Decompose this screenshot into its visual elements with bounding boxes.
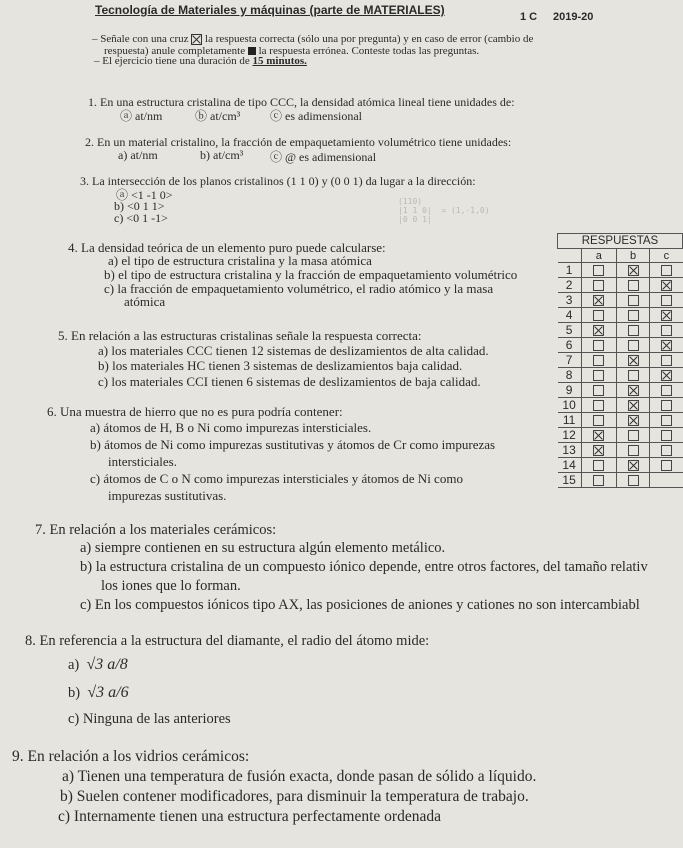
empty-box-icon[interactable]	[661, 430, 672, 441]
answer-row-number: 8	[558, 368, 582, 383]
question-9: 9. En relación a los vidrios cerámicos:	[12, 748, 250, 765]
question-4: 4. La densidad teórica de un elemento puro puede calcularse:	[68, 240, 386, 255]
answer-row	[558, 293, 683, 308]
answer-row-number: 13	[558, 443, 582, 458]
q8-option-b: b) √3 a/6	[68, 684, 129, 701]
q4-option-a: a) el tipo de estructura cristalina y la masa atómica	[108, 253, 372, 268]
answer-row	[558, 323, 683, 338]
empty-box-icon[interactable]	[593, 370, 604, 381]
checked-box-icon[interactable]	[593, 430, 604, 441]
q6-option-b-cont: intersticiales.	[108, 454, 177, 469]
answer-row	[558, 383, 683, 398]
answer-row-number: 12	[558, 428, 582, 443]
q3-option-b: b) <0 1 1>	[114, 199, 165, 213]
handwritten-scribble: (110) |1 1 0| = (1,-1,0) |0 0 1|	[398, 197, 490, 224]
q5-option-b: b) los materiales HC tienen 3 sistemas de deslizamientos baja calidad.	[98, 358, 463, 373]
exam-title: Tecnología de Materiales y máquinas (parte de MATERIALES)	[95, 3, 445, 17]
answer-row-number: 14	[558, 458, 582, 473]
answer-row-number: 15	[558, 473, 582, 488]
q5-option-c: c) los materiales CCI tienen 6 sistemas de deslizamientos de baja calidad.	[98, 374, 481, 389]
answer-row-number: 10	[558, 398, 582, 413]
col-c-header: c	[650, 249, 683, 263]
answer-row-number: 5	[558, 323, 582, 338]
checked-box-icon[interactable]	[661, 310, 672, 321]
answer-row	[558, 338, 683, 353]
checked-box-icon[interactable]	[593, 445, 604, 456]
checked-box-icon[interactable]	[628, 385, 639, 396]
q8-option-c: c) Ninguna de las anteriores	[68, 711, 231, 727]
checked-box-icon[interactable]	[628, 460, 639, 471]
q4-option-c-cont: atómica	[124, 294, 166, 309]
q6-option-b: b) átomos de Ni como impurezas sustitutivas y átomos de Cr como impurezas	[90, 437, 496, 452]
answer-row-number: 3	[558, 293, 582, 308]
q1-option-a: ⓐ at/nm	[120, 109, 163, 123]
instruction-line-2: respuesta) anule completamente la respuesta errónea. Conteste todas las preguntas.	[104, 45, 480, 57]
empty-box-icon[interactable]	[628, 445, 639, 456]
empty-box-icon[interactable]	[661, 295, 672, 306]
empty-box-icon[interactable]	[661, 355, 672, 366]
empty-box-icon[interactable]	[593, 415, 604, 426]
col-b-header: b	[616, 249, 649, 263]
answer-row	[558, 308, 683, 323]
answer-row	[558, 263, 683, 278]
q7-option-a: a) siempre contienen en su estructura algún elemento metálico.	[80, 540, 446, 556]
question-5: 5. En relación a las estructuras cristalinas señale la respuesta correcta:	[58, 328, 422, 343]
q1-option-c: ⓒ es adimensional	[270, 109, 362, 123]
empty-box-icon[interactable]	[593, 385, 604, 396]
empty-box-icon[interactable]	[661, 265, 672, 276]
q9-option-c: c) Internamente tienen una estructura perfectamente ordenada	[58, 808, 441, 825]
answer-row	[558, 353, 683, 368]
q1-option-b: ⓑ at/cm³	[195, 109, 241, 123]
empty-box-icon[interactable]	[593, 475, 604, 486]
q9-option-b: b) Suelen contener modificadores, para disminuir la temperatura de trabajo.	[60, 788, 529, 805]
checked-box-icon[interactable]	[661, 370, 672, 381]
empty-box-icon[interactable]	[628, 310, 639, 321]
group-label: 1 C	[520, 11, 538, 23]
empty-box-icon[interactable]	[628, 430, 639, 441]
q6-option-c: c) átomos de C o N como impurezas intersticiales y átomos de Ni como	[90, 471, 463, 486]
empty-box-icon[interactable]	[661, 415, 672, 426]
checked-box-icon[interactable]	[628, 400, 639, 411]
answer-row	[558, 413, 683, 428]
answers-title: RESPUESTAS	[558, 234, 683, 249]
empty-box-icon[interactable]	[628, 370, 639, 381]
q2-option-a: a) at/nm	[118, 148, 158, 162]
answer-row-number: 2	[558, 278, 582, 293]
q4-option-c: c) la fracción de empaquetamiento volumétrico, el radio atómico y la masa	[104, 281, 494, 296]
checked-box-icon[interactable]	[593, 295, 604, 306]
q6-option-a: a) átomos de H, B o Ni como impurezas intersticiales.	[90, 420, 372, 435]
col-a-header: a	[581, 249, 616, 263]
checked-box-icon[interactable]	[628, 415, 639, 426]
q6-option-c-cont: impurezas sustitutivas.	[108, 488, 227, 503]
empty-box-icon[interactable]	[661, 460, 672, 471]
empty-box-icon[interactable]	[593, 280, 604, 291]
question-6: 6. Una muestra de hierro que no es pura podría contener:	[47, 404, 343, 419]
answer-row	[558, 398, 683, 413]
answer-row-number: 7	[558, 353, 582, 368]
empty-box-icon[interactable]	[593, 460, 604, 471]
empty-box-icon[interactable]	[661, 385, 672, 396]
empty-box-icon[interactable]	[628, 475, 639, 486]
question-7: 7. En relación a los materiales cerámicos:	[35, 522, 277, 538]
q3-option-c: c) <0 1 -1>	[114, 211, 168, 225]
empty-box-icon[interactable]	[593, 355, 604, 366]
checked-box-icon[interactable]	[661, 340, 672, 351]
answers-header-row	[558, 249, 683, 263]
checked-box-icon[interactable]	[628, 355, 639, 366]
question-8: 8. En referencia a la estructura del diamante, el radio del átomo mide:	[25, 633, 430, 649]
empty-box-icon[interactable]	[593, 310, 604, 321]
answers-table	[557, 233, 683, 488]
empty-box-icon[interactable]	[593, 400, 604, 411]
question-3: 3. La intersección de los planos cristalinos (1 1 0) y (0 0 1) da lugar a la dirección:	[80, 174, 476, 188]
empty-box-icon[interactable]	[628, 340, 639, 351]
q4-option-b: b) el tipo de estructura cristalina y la fracción de empaquetamiento volumétrico	[104, 267, 518, 282]
q7-option-c: c) En los compuestos iónicos tipo AX, las posiciones de aniones y cationes no son intercambiabl	[80, 597, 640, 613]
empty-box-icon[interactable]	[628, 295, 639, 306]
answer-row-number: 1	[558, 263, 582, 278]
answer-row	[558, 458, 683, 473]
q2-option-b: b) at/cm³	[200, 148, 244, 162]
checked-box-icon[interactable]	[593, 325, 604, 336]
answer-row-number: 9	[558, 383, 582, 398]
answer-row	[558, 428, 683, 443]
empty-box-icon[interactable]	[593, 265, 604, 276]
answer-row	[558, 368, 683, 383]
empty-box-icon[interactable]	[661, 325, 672, 336]
instruction-line-3: – El ejercicio tiene una duración de 15 minutos.	[94, 55, 307, 67]
q5-option-a: a) los materiales CCC tienen 12 sistemas de deslizamientos de alta calidad.	[98, 343, 489, 358]
checked-box-icon[interactable]	[628, 265, 639, 276]
empty-box-icon[interactable]	[661, 400, 672, 411]
answer-row-number: 6	[558, 338, 582, 353]
instruction-line-1: – Señale con una cruz la respuesta correcta (sólo una por pregunta) y en caso de error (cambio de	[92, 33, 534, 45]
empty-box-icon[interactable]	[628, 325, 639, 336]
checked-box-icon[interactable]	[661, 280, 672, 291]
empty-box-icon[interactable]	[593, 340, 604, 351]
cross-box-icon	[191, 34, 202, 45]
q9-option-a: a) Tienen una temperatura de fusión exacta, donde pasan de sólido a líquido.	[62, 768, 537, 785]
answer-row-number: 4	[558, 308, 582, 323]
q7-option-b: b) la estructura cristalina de un compuesto iónico depende, entre otros factores, del tamaño relativ	[80, 559, 648, 575]
empty-box-icon[interactable]	[628, 280, 639, 291]
q2-option-c: ⓒ @ es adimensional	[270, 150, 377, 164]
answer-row	[558, 473, 683, 488]
year-label: 2019-20	[553, 11, 594, 23]
empty-box-icon[interactable]	[661, 445, 672, 456]
answer-row-number: 11	[558, 413, 582, 428]
q3-option-a: ⓐ <1 -1 0>	[116, 188, 173, 202]
q7-option-b-cont: los iones que lo forman.	[101, 578, 241, 594]
question-1: 1. En una estructura cristalina de tipo CCC, la densidad atómica lineal tiene unidades de:	[88, 95, 515, 109]
q8-option-a: a) √3 a/8	[68, 656, 128, 673]
answer-row	[558, 443, 683, 458]
answer-row	[558, 278, 683, 293]
question-2: 2. En un material cristalino, la fracción de empaquetamiento volumétrico tiene unidades:	[85, 135, 512, 149]
